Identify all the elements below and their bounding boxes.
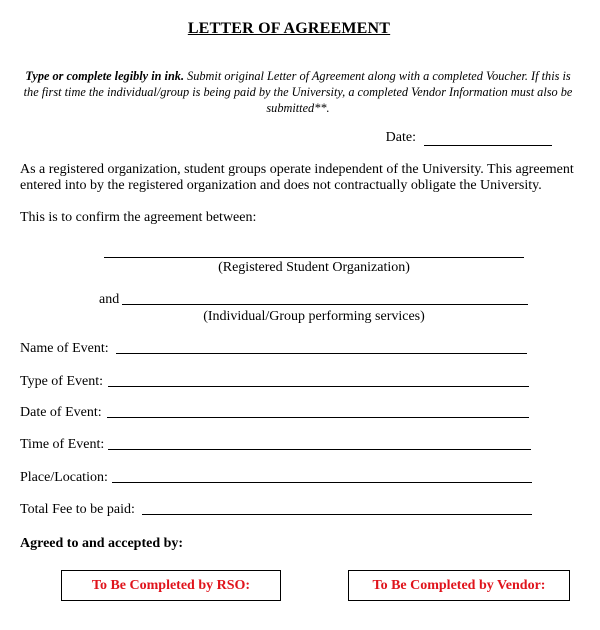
vendor-box-label: To Be Completed by Vendor: xyxy=(372,577,546,593)
rso-box-label: To Be Completed by RSO: xyxy=(91,577,251,593)
rso-name-field[interactable] xyxy=(104,257,524,258)
total-fee-field[interactable] xyxy=(142,514,532,515)
date-of-event-field[interactable] xyxy=(107,417,529,418)
field-label-type-of-event: Type of Event: xyxy=(20,374,103,389)
time-of-event-field[interactable] xyxy=(108,449,531,450)
type-of-event-field[interactable] xyxy=(108,386,529,387)
vendor-name-field[interactable] xyxy=(122,304,528,305)
field-label-date-of-event: Date of Event: xyxy=(20,405,102,420)
instructions-text: Submit original Letter of Agreement along with a completed Voucher. If this is the first time the individual/group is being paid by the University, a completed Vendor Information must also be submitted**. xyxy=(23,69,573,115)
vendor-box[interactable] xyxy=(348,570,570,601)
intro-paragraph: As a registered organization, student groups operate independent of the University. This agreement entered into by the registered organization and does not contractually obligate the University. xyxy=(20,162,574,193)
place-location-field[interactable] xyxy=(112,482,532,483)
document-title: LETTER OF AGREEMENT xyxy=(187,20,391,37)
and-label: and xyxy=(99,292,120,307)
date-row xyxy=(386,130,552,146)
instructions-bold: Type or complete legibly in ink. xyxy=(25,69,185,83)
instructions xyxy=(20,68,576,116)
name-of-event-field[interactable] xyxy=(116,353,527,354)
rso-box[interactable] xyxy=(61,570,281,601)
date-field[interactable] xyxy=(424,131,552,146)
agreed-label: Agreed to and accepted by: xyxy=(20,536,184,551)
field-label-time-of-event: Time of Event: xyxy=(20,437,105,452)
confirm-text: This is to confirm the agreement between: xyxy=(20,210,257,225)
field-label-place-location: Place/Location: xyxy=(20,470,108,485)
date-label: Date: xyxy=(385,130,416,145)
vendor-caption: (Individual/Group performing services) xyxy=(203,309,425,324)
field-label-name-of-event: Name of Event: xyxy=(20,341,109,356)
rso-caption: (Registered Student Organization) xyxy=(218,260,410,275)
field-label-total-fee: Total Fee to be paid: xyxy=(20,502,135,517)
